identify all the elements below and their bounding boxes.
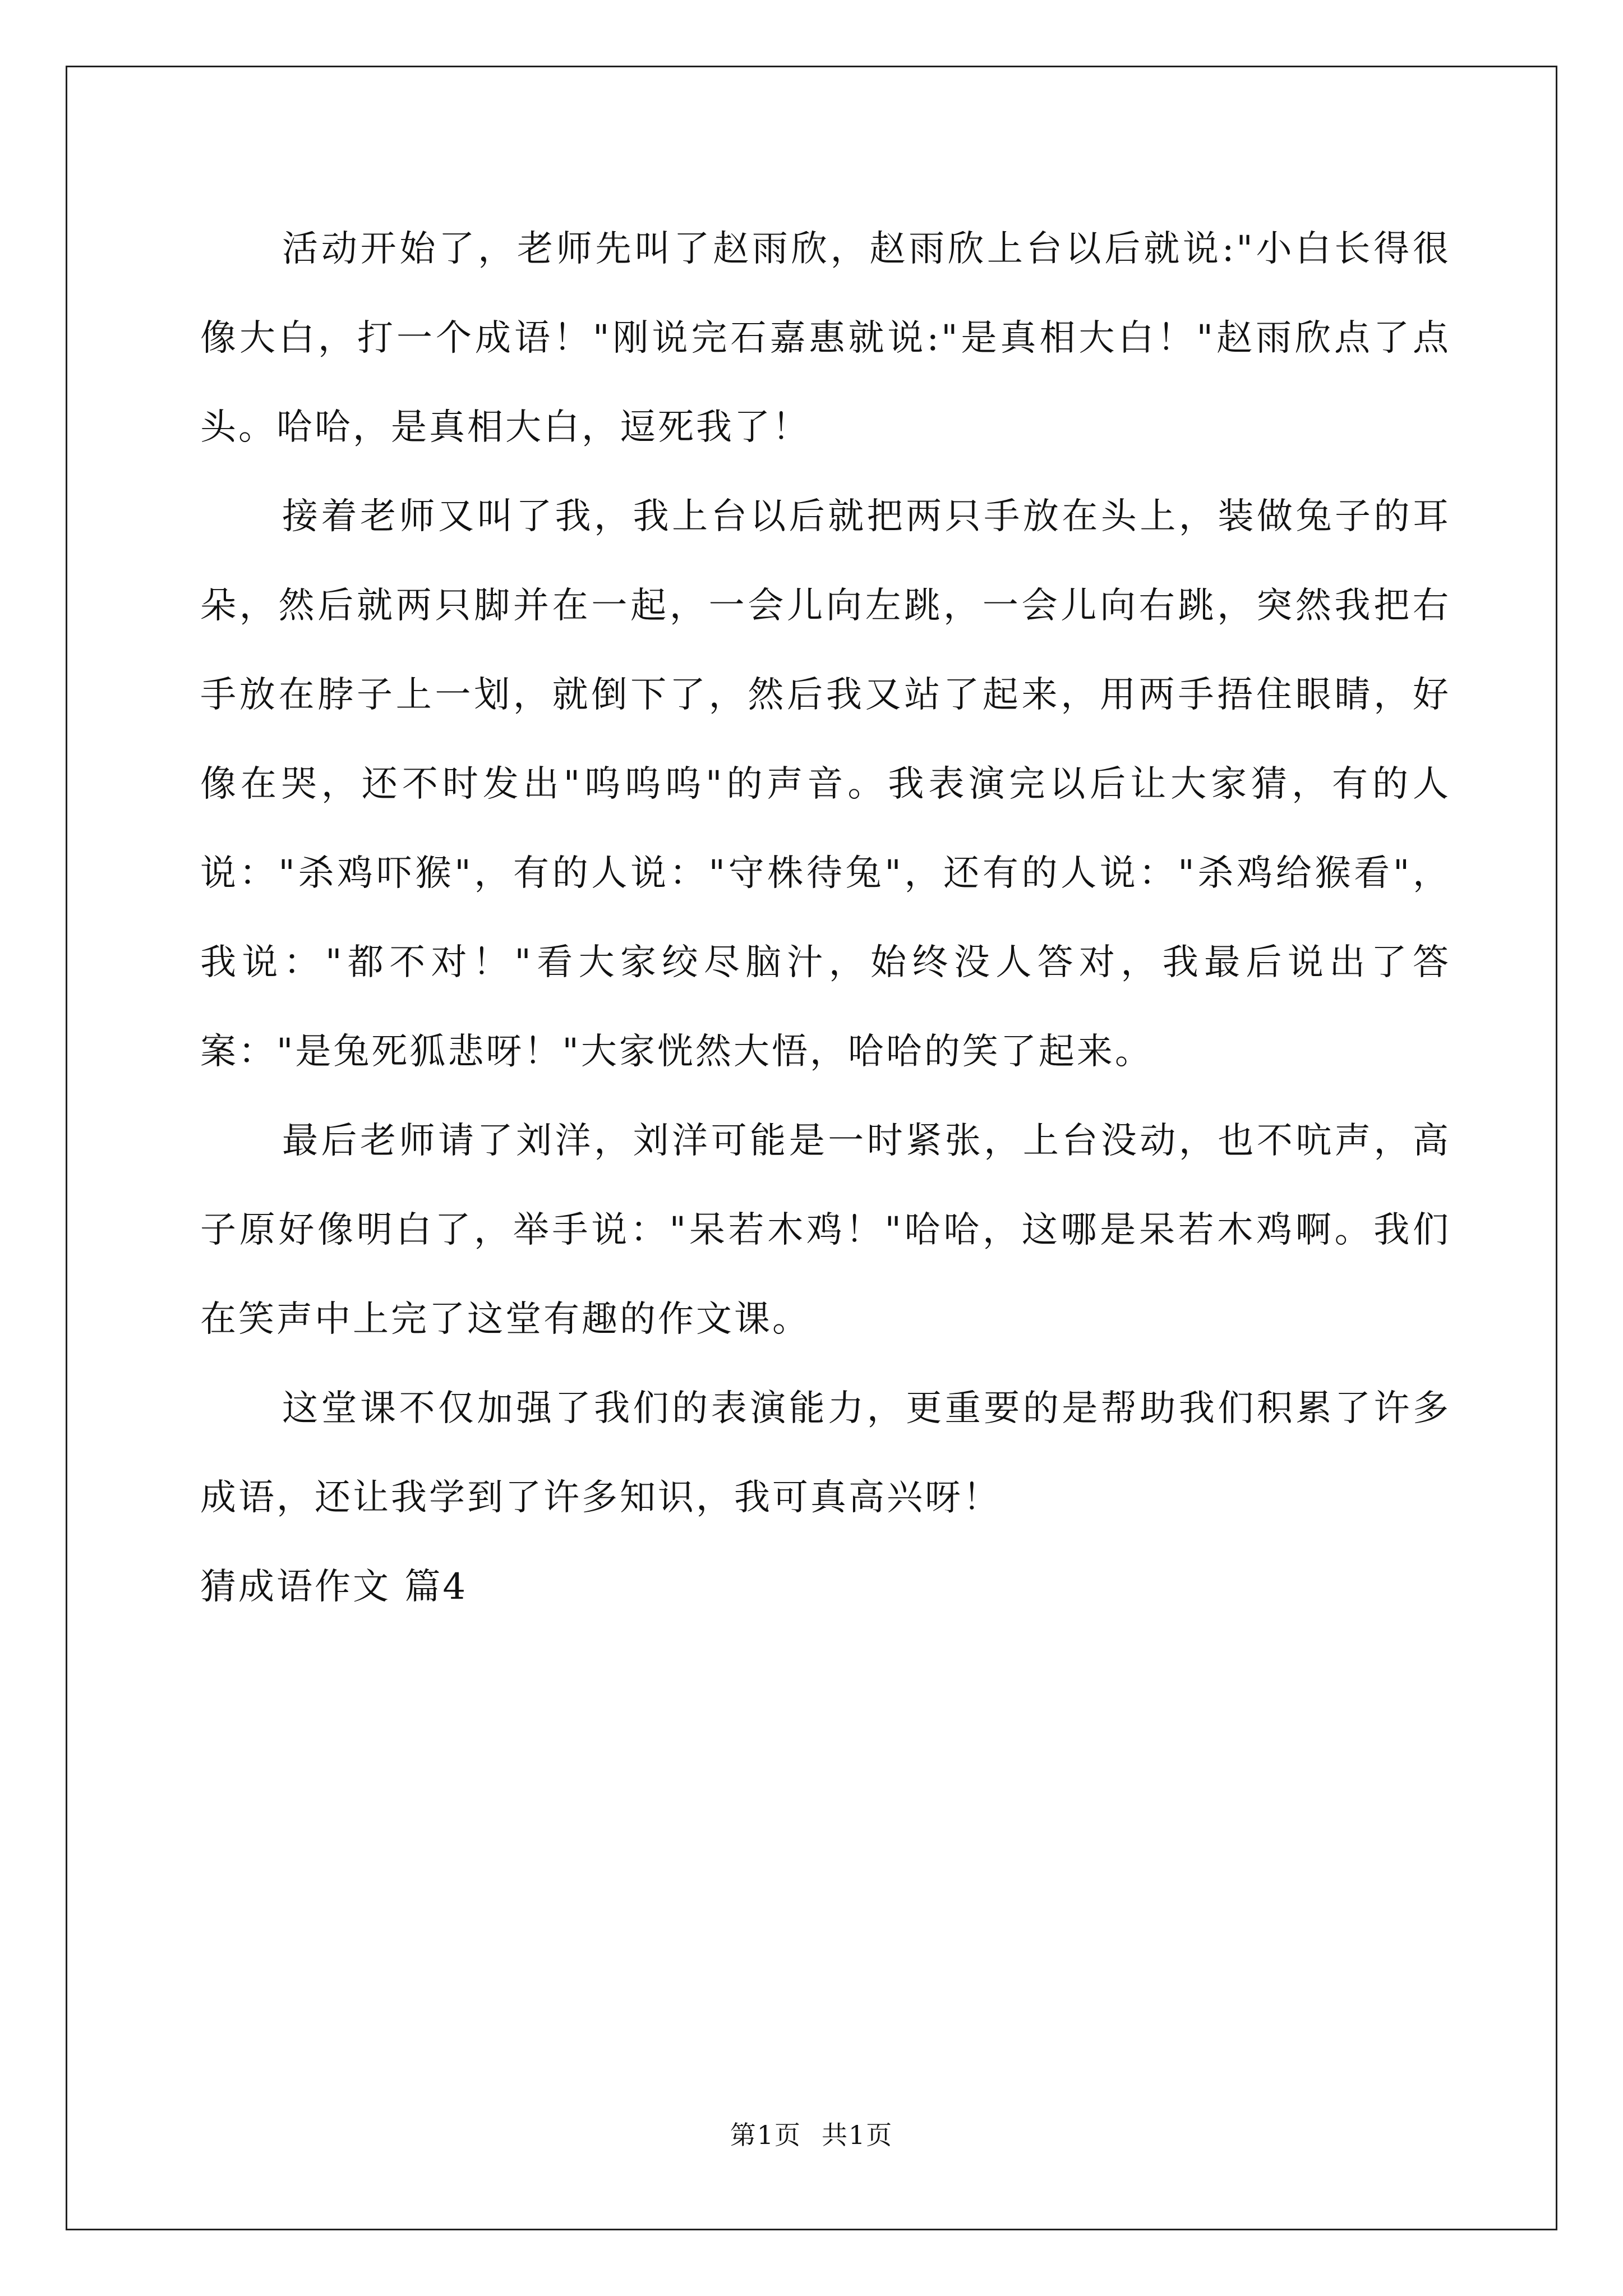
document-body bbox=[200, 205, 1451, 1632]
paragraph-4: 这堂课不仅加强了我们的表演能力，更重要的是帮助我们积累了许多成语，还让我学到了许多知识，我可真高兴呀！ bbox=[200, 1388, 1451, 1519]
page-footer bbox=[0, 2115, 1623, 2152]
section-heading: 猜成语作文 篇4 bbox=[200, 1566, 468, 1608]
page-number-current: 第1页 bbox=[730, 2120, 801, 2150]
page-number-total: 共1页 bbox=[822, 2120, 893, 2150]
paragraph-2: 接着老师又叫了我，我上台以后就把两只手放在头上，装做兔子的耳朵，然后就两只脚并在一起，一会儿向左跳，一会儿向右跳，突然我把右手放在脖子上一划，就倒下了，然后我又站了起来，用两手捂住眼睛，好像在哭，还不时发出"呜呜呜"的声音。我表演完以后让大家猜，有的人说："杀鸡吓猴"，有的人说："守株待兔"，还有的人说："杀鸡给猴看"，我说："都不对！"看大家绞尽脑汁，始终没人答对，我最后说出了答案："是兔死狐悲呀！"大家恍然大悟，哈哈的笑了起来。 bbox=[200, 496, 1451, 1073]
paragraph-3: 最后老师请了刘洋，刘洋可能是一时紧张，上台没动，也不吭声，高子原好像明白了，举手说："呆若木鸡！"哈哈，这哪是呆若木鸡啊。我们在笑声中上完了这堂有趣的作文课。 bbox=[200, 1120, 1451, 1340]
paragraph-1: 活动开始了，老师先叫了赵雨欣，赵雨欣上台以后就说:"小白长得很像大白，打一个成语！"刚说完石嘉惠就说:"是真相大白！"赵雨欣点了点头。哈哈，是真相大白，逗死我了！ bbox=[200, 228, 1451, 448]
